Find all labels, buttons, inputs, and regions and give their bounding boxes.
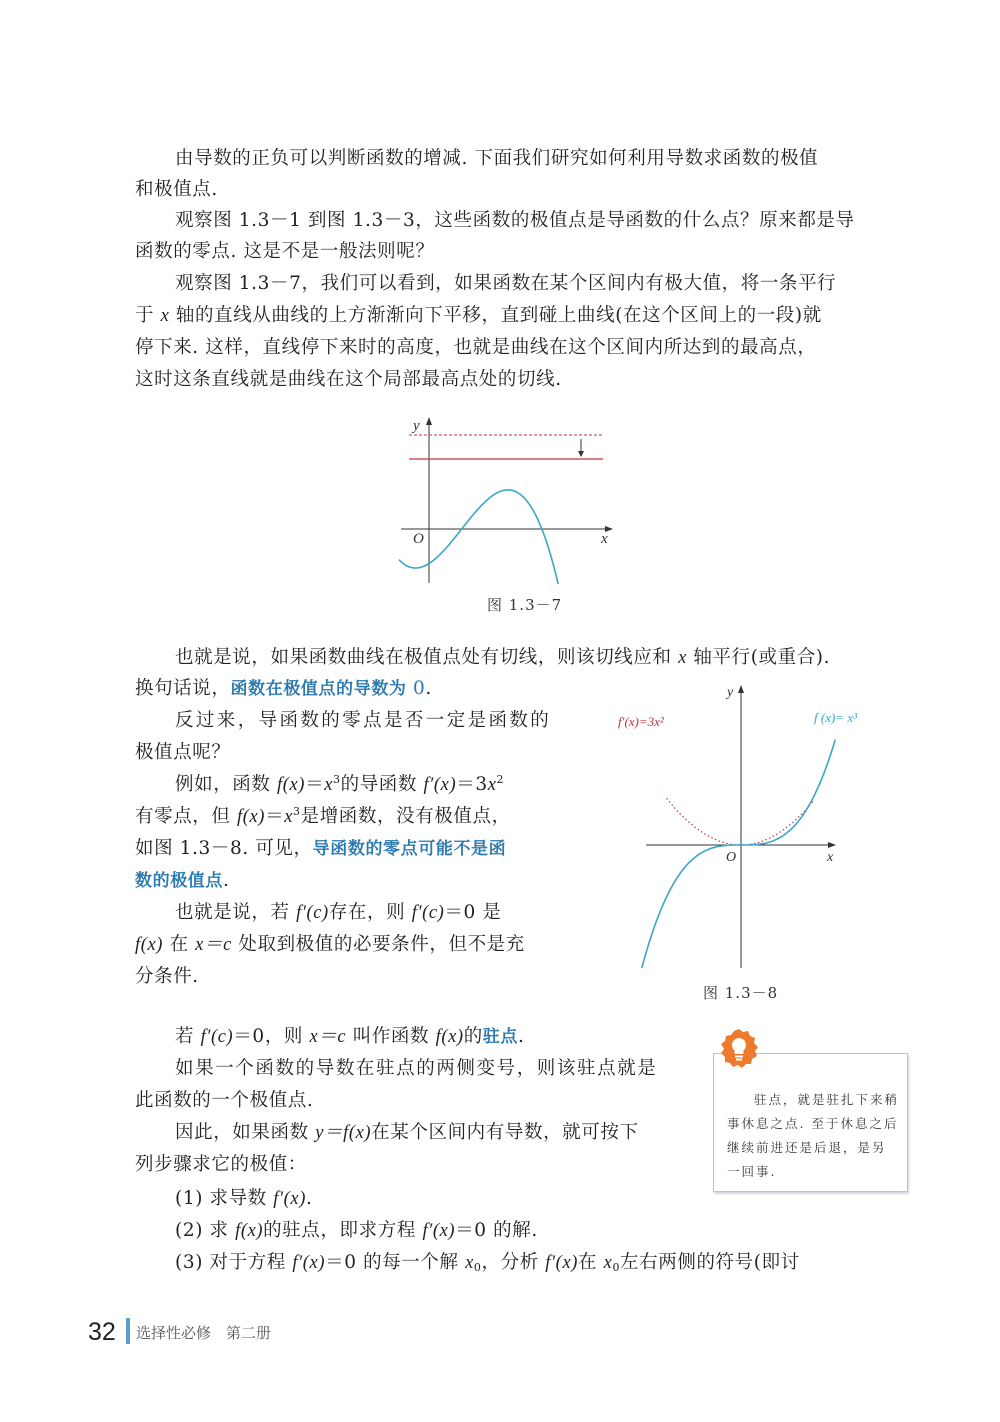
math-fx: f(x) xyxy=(435,1027,464,1047)
text: 若 xyxy=(175,1026,195,1047)
side-note xyxy=(713,1053,908,1192)
derivative-curve xyxy=(667,798,815,845)
math-x: x xyxy=(160,306,170,326)
paragraph-3-line-4: 这时这条直线就是曲线在这个局部最高点处的切线. xyxy=(135,369,562,390)
paragraph-2-line-2: 函数的零点. 这是不是一般法则呢？ xyxy=(135,241,435,262)
math-x: x xyxy=(487,775,497,795)
text: 也就是说，如果函数曲线在极值点处有切线，则该切线应和 xyxy=(175,647,672,668)
math-xc: x＝c xyxy=(309,1027,347,1047)
origin-label: O xyxy=(413,531,424,547)
text: 是 xyxy=(482,902,502,923)
step-3 xyxy=(175,1247,800,1279)
paragraph-6-line-2 xyxy=(135,801,511,833)
math-sub: 0 xyxy=(473,1261,482,1274)
text: 的解. xyxy=(493,1220,538,1241)
text: 存在，则 xyxy=(328,902,406,923)
text: 在某个区间内有导数，就可按下 xyxy=(371,1122,639,1143)
math-fpc: f′(c) xyxy=(411,903,445,923)
text: 的驻点，即求方程 xyxy=(263,1220,416,1241)
text: 的导函数 xyxy=(340,774,418,795)
text: 叫作函数 xyxy=(352,1026,430,1047)
paragraph-8: 若 f′(c)＝0，则 x＝c 叫作函数 f(x)的驻点. xyxy=(175,1026,525,1047)
book-title: 选择性必修 第二册 xyxy=(136,1324,272,1342)
math-eq0: ＝0 xyxy=(455,1220,487,1241)
figure-1-3-7 xyxy=(395,415,620,585)
text: ，则 xyxy=(264,1026,304,1047)
text: 于 xyxy=(135,305,155,326)
text: (2) 求 xyxy=(175,1220,229,1241)
paragraph-3-line-2 xyxy=(135,300,822,332)
paragraph-7-line-2 xyxy=(135,929,525,961)
emphasis-zero: 0 xyxy=(413,678,426,699)
y-label: y xyxy=(413,418,420,434)
math-eq0: ＝0 xyxy=(233,1026,265,1047)
step-1: (1) 求导数 f′(x). xyxy=(175,1188,313,1209)
x-label: x xyxy=(827,850,834,865)
text: 处取到极值的必要条件，但不是充 xyxy=(238,934,525,955)
paragraph-6-line-4: 数的极值点. xyxy=(135,870,230,891)
math-eq: ＝ xyxy=(456,774,476,795)
math-fx: f(x) xyxy=(135,935,164,955)
math-xc: x＝c xyxy=(195,935,232,955)
math-fpx: f′(x) xyxy=(423,775,457,795)
math-fx: f(x) xyxy=(237,807,266,827)
text: 的每一个解 xyxy=(363,1252,459,1273)
text: 也就是说，若 xyxy=(175,902,290,923)
math-fpc: f′(c) xyxy=(200,1027,234,1047)
paragraph-5-line-2: 极值点呢？ xyxy=(135,742,231,763)
text: 如图 1.3－8. 可见， xyxy=(135,838,313,859)
math-fpc: f′(c) xyxy=(296,903,329,923)
math-x: x xyxy=(324,775,333,795)
text: 轴平行(或重合). xyxy=(693,647,831,668)
paragraph-2-line-1: 观察图 1.3－1 到图 1.3－3，这些函数的极值点是导函数的什么点？原来都是导 xyxy=(175,210,855,231)
emphasis-text: 函数在极值点的导数为 xyxy=(230,679,407,699)
emphasis-text: 导函数的零点可能不是函 xyxy=(312,839,507,859)
math-exp: 3 xyxy=(333,773,341,786)
x-axis-arrow-icon xyxy=(828,842,836,848)
paragraph-6-line-1 xyxy=(175,769,504,801)
math-eq0: ＝0 xyxy=(444,902,476,923)
paragraph-6-line-3 xyxy=(135,833,506,865)
paragraph-5-line-1: 反过来，导函数的零点是否一定是函数的 xyxy=(175,710,552,731)
figure-1-3-7-caption: 图 1.3－7 xyxy=(487,596,563,614)
math-sub: 0 xyxy=(612,1261,621,1274)
y-axis-arrow-icon xyxy=(426,417,432,425)
paragraph-7-line-1 xyxy=(175,897,502,929)
page-number: 32 xyxy=(88,1318,116,1346)
math-eq: ＝ xyxy=(265,806,285,827)
paragraph-10-line-2: 列步骤求它的极值： xyxy=(135,1154,307,1175)
x-label: x xyxy=(601,531,608,547)
lightbulb-icon xyxy=(718,1028,760,1070)
math-eq: ＝ xyxy=(305,774,325,795)
function-curve xyxy=(642,740,835,968)
math-x0: x xyxy=(465,1253,474,1273)
text: 轴的直线从曲线的上方渐渐向下平移，直到碰上曲线(在这个区间上的一段)就 xyxy=(175,305,822,326)
paragraph-1-line-2: 和极值点. xyxy=(135,179,218,200)
origin-label: O xyxy=(726,850,737,865)
text: 有零点，但 xyxy=(135,806,231,827)
side-note-text: 驻点，就是驻扎下来稍事休息之点. 至于休息之后继续前进还是后退，是另一回事. xyxy=(727,1092,900,1179)
paragraph-4-line-1 xyxy=(175,642,830,674)
paragraph-9-line-1: 如果一个函数的导数在驻点的两侧变号，则该驻点就是 xyxy=(175,1058,658,1079)
math-fpx: f′(x) xyxy=(273,1189,307,1209)
footer-divider xyxy=(126,1318,130,1344)
text: 左右两侧的符号(即讨 xyxy=(620,1252,800,1273)
paragraph-9-line-2: 此函数的一个极值点. xyxy=(135,1090,314,1111)
math-x0: x xyxy=(603,1253,613,1273)
y-axis-arrow-icon xyxy=(738,685,744,693)
text: ，分析 xyxy=(481,1252,539,1273)
paragraph-1-line-1: 由导数的正负可以判断函数的增减. 下面我们研究如何利用导数求函数的极值 xyxy=(175,148,819,169)
paragraph-4-line-2: 换句话说，函数在极值点的导数为 0. xyxy=(135,678,432,699)
paragraph-7-line-3: 分条件. xyxy=(135,966,199,987)
function-label: f (x)= x³ xyxy=(814,710,857,725)
math-eq0: ＝0 xyxy=(325,1252,357,1273)
math-fpx: f′(x) xyxy=(292,1253,326,1273)
paragraph-3-line-1: 观察图 1.3－7，我们可以看到，如果函数在某个区间内有极大值，将一条平行 xyxy=(175,273,837,294)
math-fpx: f′(x) xyxy=(422,1221,456,1241)
math-fx: f(x) xyxy=(277,775,306,795)
math-exp: 2 xyxy=(496,773,505,786)
math-yfx: y＝f(x) xyxy=(315,1123,372,1143)
text: 例如，函数 xyxy=(175,774,271,795)
emphasis-text: 驻点 xyxy=(482,1027,518,1047)
figure-1-3-8-caption: 图 1.3－8 xyxy=(703,984,779,1002)
text: (1) 求导数 xyxy=(175,1188,267,1209)
paragraph-3-line-3: 停下来. 这样，直线停下来时的高度，也就是曲线在这个区间内所达到的最高点， xyxy=(135,337,817,358)
figure-1-3-8 xyxy=(610,680,880,970)
down-arrow-icon xyxy=(578,451,584,457)
math-x: x xyxy=(284,807,293,827)
text: 是增函数，没有极值点， xyxy=(300,806,511,827)
step-2 xyxy=(175,1215,538,1247)
math-fpx: f′(x) xyxy=(545,1253,579,1273)
text: 因此，如果函数 xyxy=(175,1122,309,1143)
derivative-label: f′(x)=3x² xyxy=(618,714,664,729)
paragraph-10-line-1 xyxy=(175,1117,639,1149)
math-fx: f(x) xyxy=(235,1221,264,1241)
text: 换句话说， xyxy=(135,678,231,699)
emphasis-text: 数的极值点 xyxy=(135,871,223,891)
text: 在 xyxy=(169,934,189,955)
text: 在 xyxy=(578,1252,598,1273)
math-exp: 3 xyxy=(293,805,301,818)
text: (3) 对于方程 xyxy=(175,1252,286,1273)
text: 的 xyxy=(463,1026,483,1047)
math-x: x xyxy=(678,648,687,668)
y-label: y xyxy=(727,685,734,700)
math-coef: 3 xyxy=(475,774,488,795)
